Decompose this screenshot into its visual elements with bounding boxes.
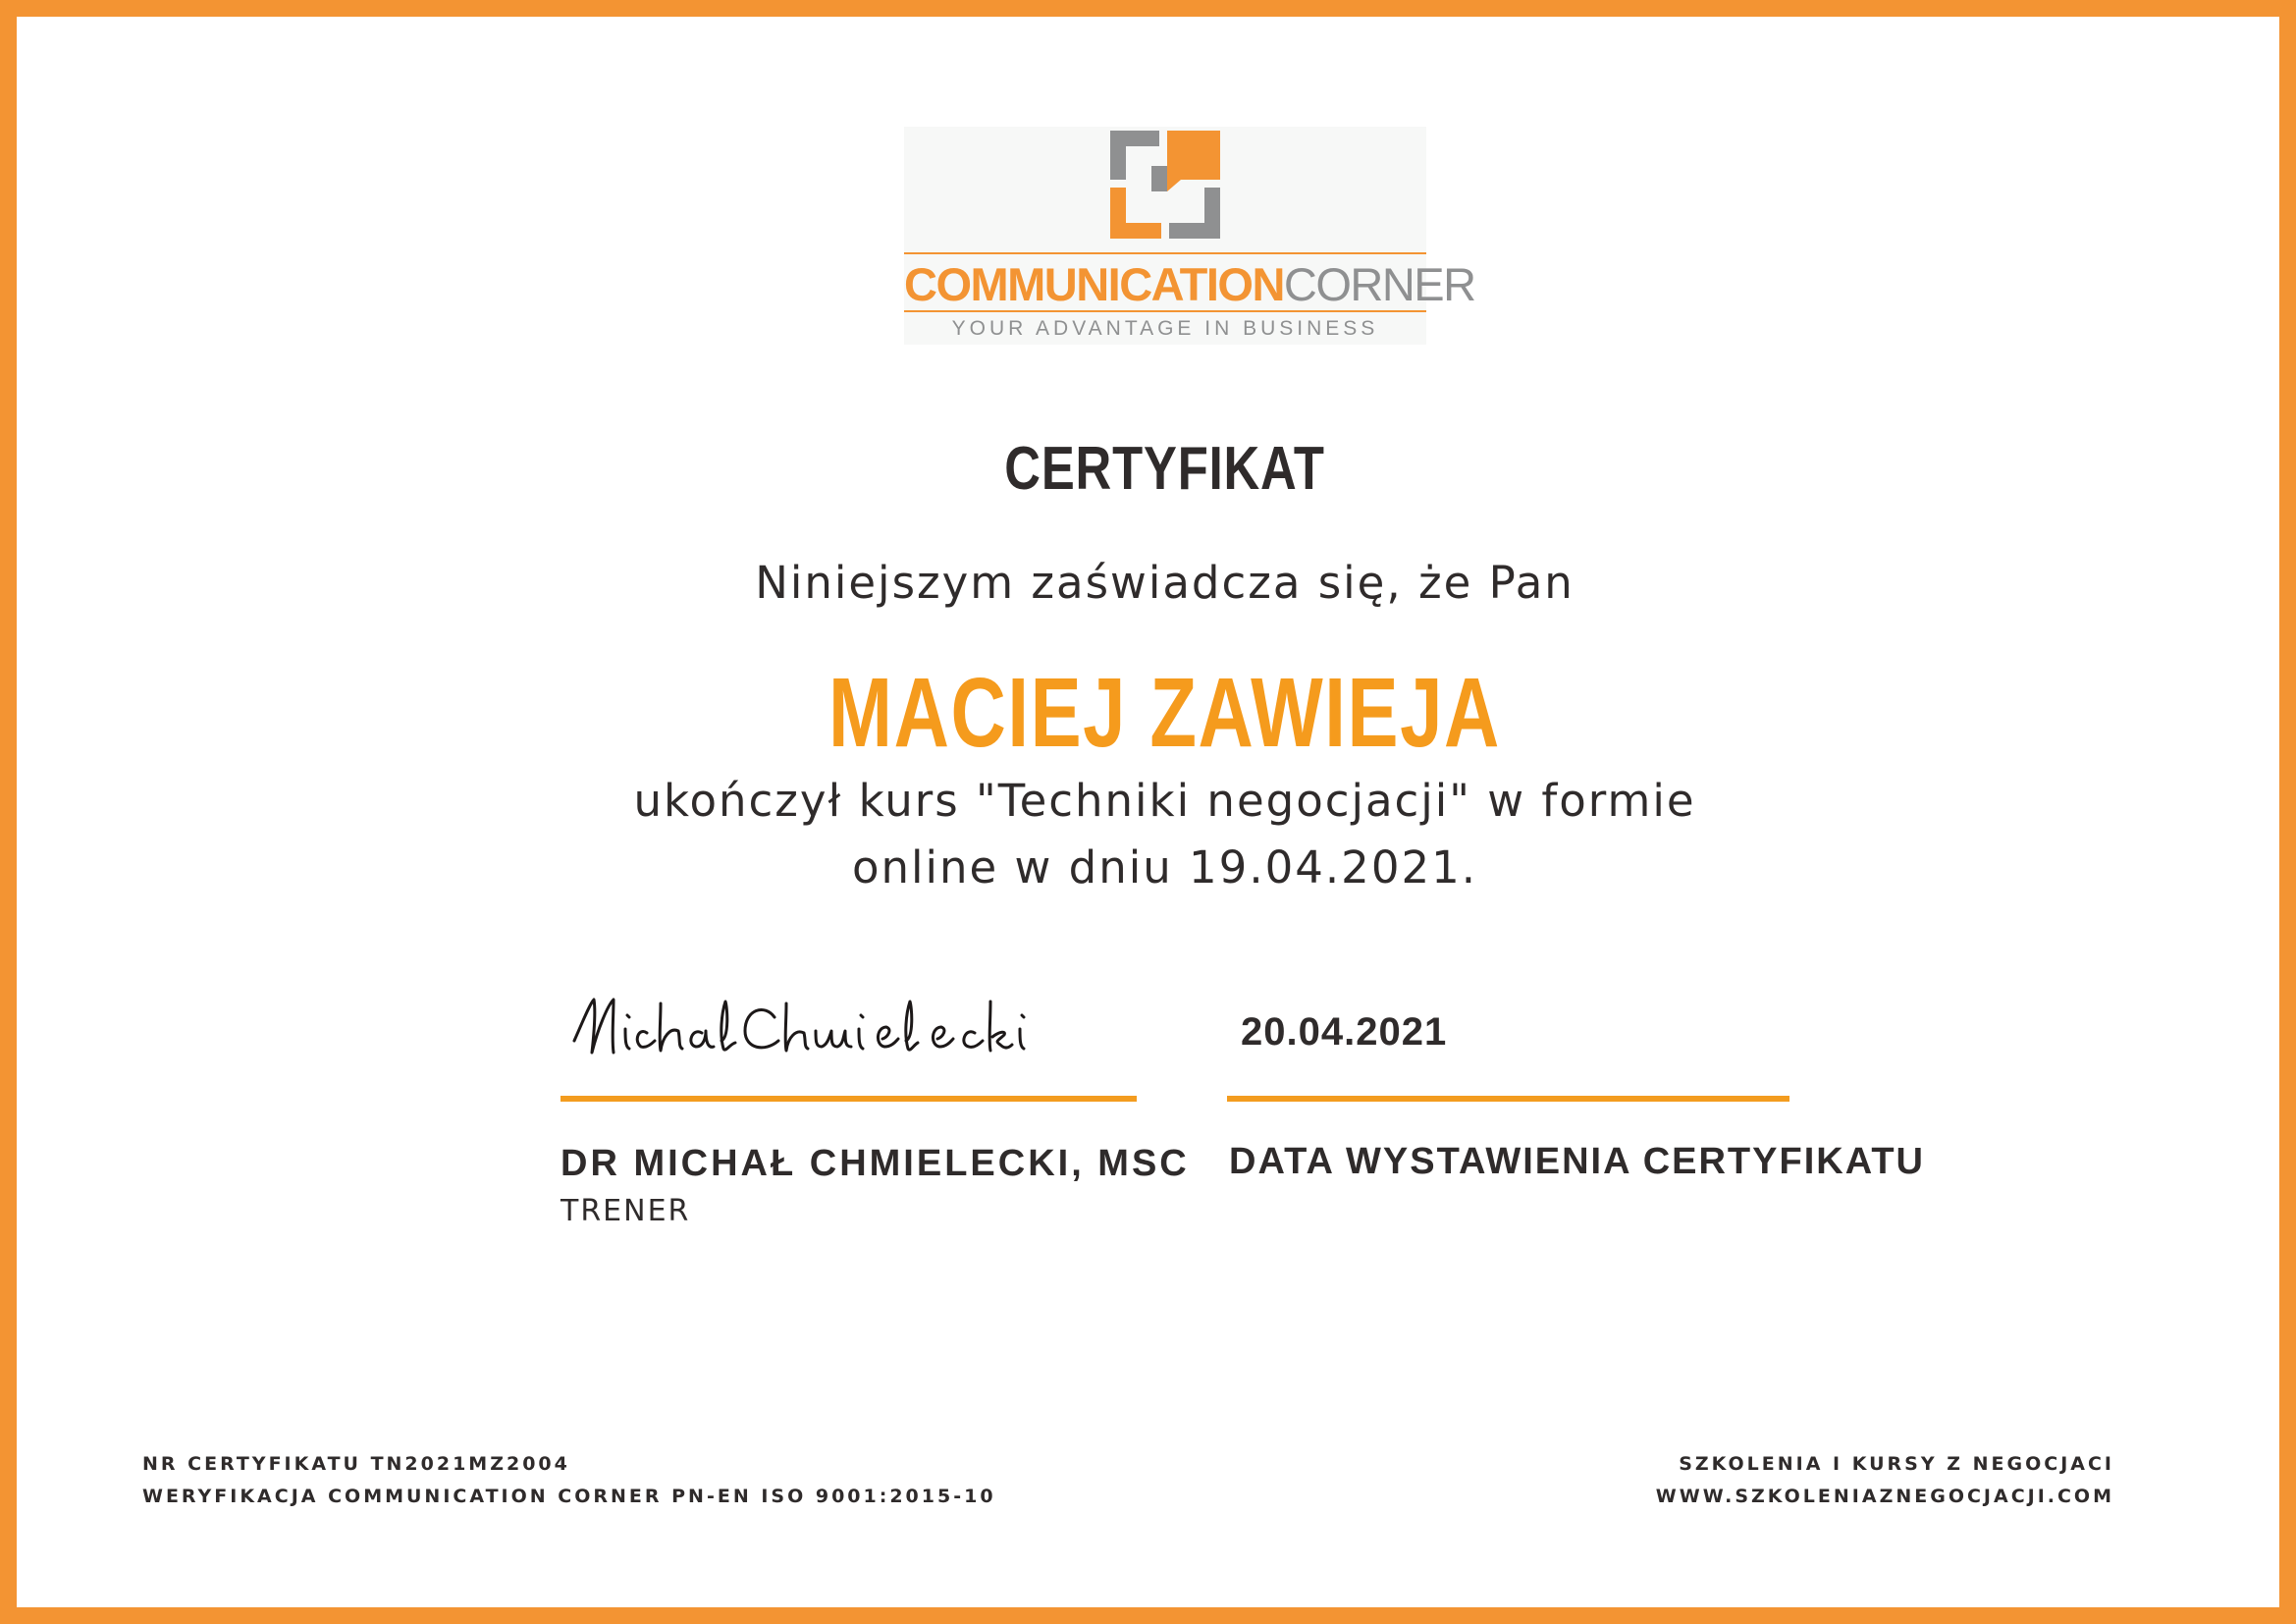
certificate-intro: Niniejszym zaświadcza się, że Pan <box>755 557 1575 609</box>
logo-tagline: YOUR ADVANTAGE IN BUSINESS <box>951 317 1379 340</box>
certificate-title: CERTYFIKAT <box>1004 435 1325 503</box>
completion-line-2: online w dniu 19.04.2021. <box>851 841 1478 893</box>
issue-date-label: DATA WYSTAWIENIA CERTYFIKATU <box>1229 1141 1925 1182</box>
completion-line-1: ukończył kurs "Techniki negocjacji" w formie <box>633 775 1696 827</box>
logo-brand-secondary: CORNER <box>1283 258 1475 310</box>
logo-brand-primary: COMMUNICATION <box>904 258 1284 310</box>
footer-right <box>1656 1448 2114 1513</box>
date-line <box>1227 1096 1789 1102</box>
completion-statement <box>17 768 2296 901</box>
handwritten-signature <box>568 984 1079 1082</box>
logo-mark-icon <box>904 127 1426 252</box>
footer-tagline: SZKOLENIA I KURSY Z NEGOCJACI <box>1679 1453 2114 1475</box>
signature-line <box>561 1096 1137 1102</box>
logo-divider-top <box>904 252 1426 254</box>
trainer-role: TRENER <box>561 1194 691 1228</box>
logo-brand-text <box>904 258 1475 310</box>
website-link[interactable]: WWW.SZKOLENIAZNEGOCJACJI.COM <box>1655 1486 2114 1507</box>
verification-text: WERYFIKACJA COMMUNICATION CORNER PN-EN ISO 9001:2015-10 <box>142 1486 996 1507</box>
logo-divider-bottom <box>904 310 1426 312</box>
recipient-name: MACIEJ ZAWIEJA <box>828 658 1501 768</box>
trainer-name: DR MICHAŁ CHMIELECKI, MSC <box>561 1143 1190 1184</box>
company-logo <box>904 127 1475 345</box>
footer-left <box>142 1448 996 1513</box>
certificate-number: NR CERTYFIKATU TN2021MZ2004 <box>142 1453 570 1475</box>
issue-date: 20.04.2021 <box>1241 1010 1448 1054</box>
